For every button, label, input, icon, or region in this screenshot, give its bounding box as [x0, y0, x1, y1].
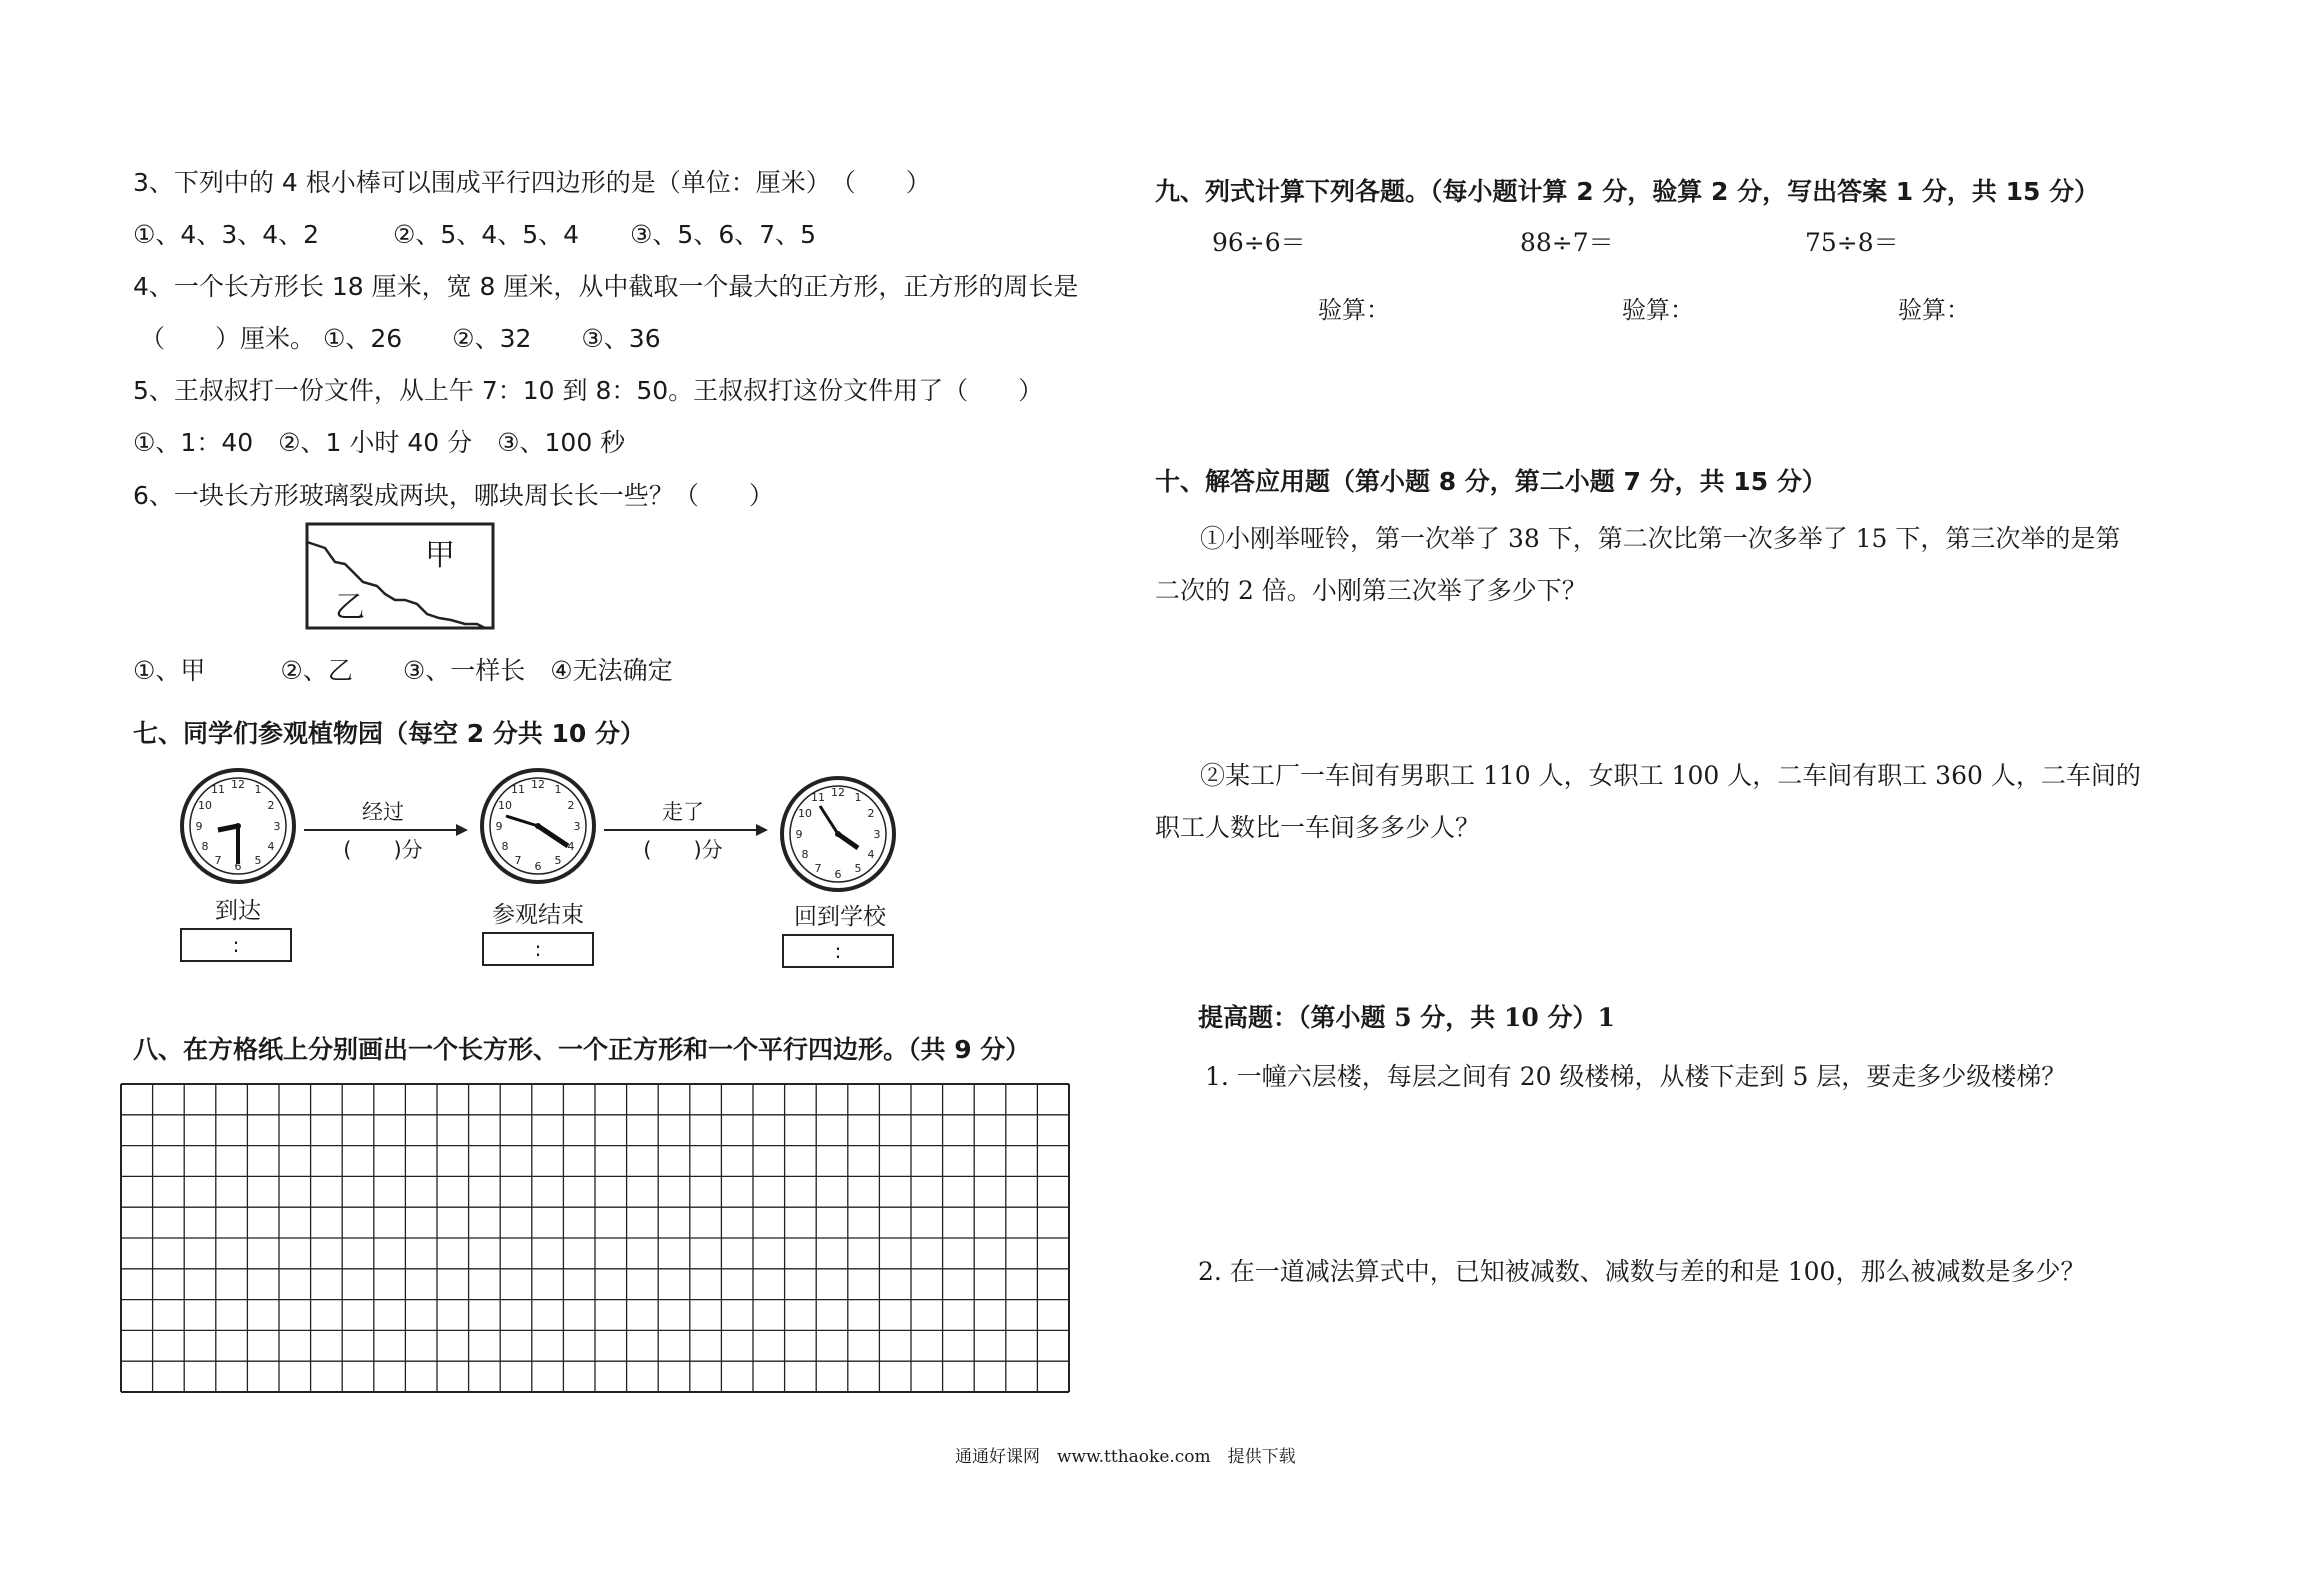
q6-options: ①、甲 ②、乙 ③、一样长 ④无法确定: [133, 656, 673, 685]
graph-paper-grid[interactable]: [120, 1083, 1070, 1393]
arrow-1-bottom-label: ( )分: [343, 838, 423, 862]
svg-text:7: 7: [214, 854, 222, 867]
svg-text:2: 2: [567, 799, 575, 812]
glass-label-b: 乙: [335, 590, 365, 625]
grid-lines: [120, 1083, 1070, 1393]
caption-visit-end: 参观结束: [492, 902, 584, 928]
svg-text:6: 6: [834, 868, 842, 881]
svg-text:10: 10: [798, 807, 812, 820]
problem-10-1-line-1: ①小刚举哑铃，第一次举了 38 下，第二次比第一次多举了 15 下，第三次举的是第: [1200, 524, 2121, 553]
svg-text:2: 2: [267, 799, 275, 812]
svg-text:4: 4: [867, 848, 875, 861]
svg-text:1: 1: [854, 791, 862, 804]
q5-text: 5、王叔叔打一份文件，从上午 7：10 到 8：50。王叔叔打这份文件用了（ ）: [133, 376, 1044, 405]
check-label-1: 验算：: [1318, 296, 1390, 324]
q4-continuation: （ ）厘米。 ①、26 ②、32 ③、36: [140, 324, 661, 353]
problem-10-2-line-2: 职工人数比一车间多多少人？: [1155, 813, 1481, 842]
svg-text:1: 1: [254, 783, 262, 796]
problem-3: 75÷8＝: [1805, 228, 1899, 257]
svg-text:9: 9: [195, 820, 203, 833]
svg-text:8: 8: [501, 840, 509, 853]
q6-text: 6、一块长方形玻璃裂成两块，哪块周长长一些？（ ）: [133, 481, 774, 510]
problem-10-1-line-2: 二次的 2 倍。小刚第三次举了多少下？: [1155, 576, 1587, 605]
clock-arrive: [178, 766, 298, 886]
q3-option-1: ①、4、3、4、2: [133, 220, 320, 249]
svg-text:7: 7: [814, 862, 822, 875]
arrow-2-bottom-label: ( )分: [643, 838, 723, 862]
problem-10-2-line-1: ②某工厂一车间有男职工 110 人，女职工 100 人，二车间有职工 360 人，二车间的: [1200, 761, 2141, 790]
svg-text:6: 6: [234, 860, 242, 873]
q5-options: ①、1：40 ②、1 小时 40 分 ③、100 秒: [133, 428, 626, 457]
check-label-2: 验算：: [1622, 296, 1694, 324]
svg-text:9: 9: [795, 828, 803, 841]
svg-text:4: 4: [567, 840, 575, 853]
svg-text:3: 3: [273, 820, 281, 833]
svg-text:12: 12: [831, 786, 845, 799]
svg-text:2: 2: [867, 807, 875, 820]
arrow-1-top-label: 经过: [362, 800, 404, 824]
time-box-return[interactable]: :: [782, 934, 894, 968]
svg-text:8: 8: [201, 840, 209, 853]
svg-text:5: 5: [854, 862, 862, 875]
caption-arrive: 到达: [215, 898, 261, 924]
svg-text:11: 11: [511, 783, 525, 796]
svg-text:1: 1: [554, 783, 562, 796]
section-9-title: 九、列式计算下列各题。（每小题计算 2 分，验算 2 分，写出答案 1 分，共 15 分）: [1155, 177, 2100, 206]
svg-text:11: 11: [811, 791, 825, 804]
time-box-arrive[interactable]: :: [180, 928, 292, 962]
glass-drawing: [305, 520, 495, 632]
broken-glass-figure: [305, 520, 495, 632]
page-footer: 通通好课网 www.tthaoke.com 提供下载: [955, 1447, 1296, 1467]
svg-text:10: 10: [498, 799, 512, 812]
svg-text:10: 10: [198, 799, 212, 812]
svg-text:12: 12: [231, 778, 245, 791]
svg-text:4: 4: [267, 840, 275, 853]
problem-2: 88÷7＝: [1520, 228, 1614, 257]
svg-text:12: 12: [531, 778, 545, 791]
section-7-title: 七、同学们参观植物园（每空 2 分共 10 分）: [133, 719, 646, 748]
bonus-question-2: 2. 在一道减法算式中，已知被减数、减数与差的和是 100，那么被减数是多少？: [1198, 1257, 2086, 1286]
q4-text: 4、一个长方形长 18 厘米，宽 8 厘米，从中截取一个最大的正方形，正方形的周长是: [133, 272, 1079, 301]
bonus-question-1: 1. 一幢六层楼，每层之间有 20 级楼梯，从楼下走到 5 层，要走多少级楼梯？: [1205, 1062, 2067, 1091]
svg-text:3: 3: [573, 820, 581, 833]
q3-option-2: ②、5、4、5、4: [393, 220, 580, 249]
arrow-2-top-label: 走了: [662, 800, 704, 824]
glass-label-a: 甲: [425, 538, 455, 573]
bonus-title: 提高题：（第小题 5 分，共 10 分）1: [1198, 1003, 1615, 1032]
check-label-3: 验算：: [1898, 296, 1970, 324]
section-8-title: 八、在方格纸上分别画出一个长方形、一个正方形和一个平行四边形。（共 9 分）: [133, 1035, 1031, 1064]
clock-visit-end: [478, 766, 598, 886]
section-10-title: 十、解答应用题（第小题 8 分，第二小题 7 分，共 15 分）: [1155, 467, 1827, 496]
svg-text:5: 5: [254, 854, 262, 867]
svg-text:11: 11: [211, 783, 225, 796]
svg-text:5: 5: [554, 854, 562, 867]
q3-text: 3、下列中的 4 根小棒可以围成平行四边形的是（单位：厘米） （ ）: [133, 168, 931, 197]
svg-text:8: 8: [801, 848, 809, 861]
clock-return: [778, 774, 898, 894]
caption-return: 回到学校: [794, 904, 886, 930]
q3-option-3: ③、5、6、7、5: [630, 220, 817, 249]
time-box-visit-end[interactable]: :: [482, 932, 594, 966]
svg-text:9: 9: [495, 820, 503, 833]
svg-text:7: 7: [514, 854, 522, 867]
svg-text:3: 3: [873, 828, 881, 841]
problem-1: 96÷6＝: [1212, 228, 1306, 257]
svg-text:6: 6: [534, 860, 542, 873]
